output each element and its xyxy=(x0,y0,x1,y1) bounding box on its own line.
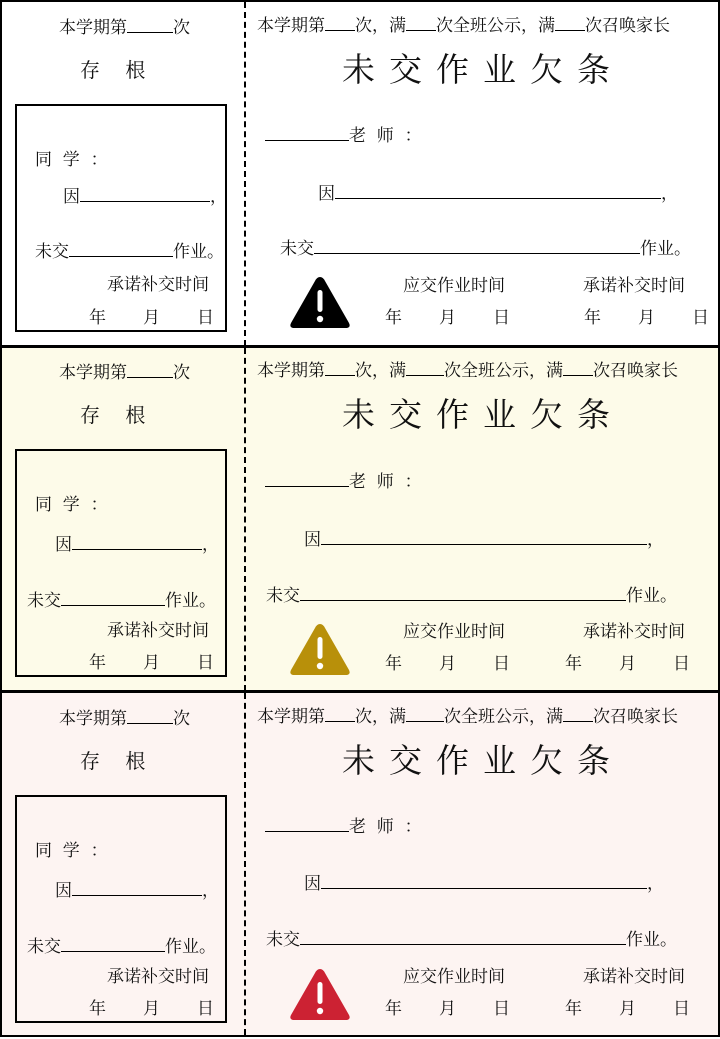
warning-triangle-icon xyxy=(289,274,351,330)
main-header-rule: 本学期第 次，满 次全班公示，满 次召唤家长 xyxy=(257,16,670,36)
stub-promise-label: 承诺补交时间 xyxy=(107,967,209,987)
main-promise-label: 承诺补交时间 xyxy=(583,622,685,642)
main-due-label: 应交作业时间 xyxy=(403,276,505,296)
stub-count-line: 本学期第 次 xyxy=(59,18,190,38)
main-missing-line: 未交 作业。 xyxy=(266,930,677,950)
iou-slip-2 xyxy=(0,345,720,691)
stub-count-line: 本学期第 次 xyxy=(59,709,190,729)
iou-slip-3 xyxy=(0,690,720,1037)
main-reason-line: 因 ， xyxy=(304,530,664,550)
cut-line xyxy=(244,693,246,1035)
warning-triangle-icon xyxy=(289,966,351,1022)
main-teacher-line: 老 师 ： xyxy=(265,124,422,146)
main-header-rule: 本学期第 次，满 次全班公示，满 次召唤家长 xyxy=(257,361,678,381)
stub-box xyxy=(15,449,227,677)
stub-promise-label: 承诺补交时间 xyxy=(107,621,209,641)
main-due-date: 年 月 日 xyxy=(385,654,510,674)
stub-reason-line: 因 ， xyxy=(63,187,227,207)
main-promise-label: 承诺补交时间 xyxy=(583,967,685,987)
stub-title: 存 根 xyxy=(80,58,146,82)
main-missing-line: 未交 作业。 xyxy=(266,586,677,606)
main-promise-label: 承诺补交时间 xyxy=(583,276,685,296)
stub-box xyxy=(15,795,227,1023)
main-promise-date: 年 月 日 xyxy=(584,308,709,328)
main-header-rule: 本学期第 次，满 次全班公示，满 次召唤家长 xyxy=(257,707,678,727)
stub-date: 年 月 日 xyxy=(89,999,214,1019)
stub-box xyxy=(15,104,227,332)
main-title: 未交作业欠条 xyxy=(342,50,624,89)
stub-date: 年 月 日 xyxy=(89,308,214,328)
stub-reason-line: 因 ， xyxy=(55,881,219,901)
main-title: 未交作业欠条 xyxy=(342,741,624,780)
main-title: 未交作业欠条 xyxy=(342,395,624,434)
main-due-date: 年 月 日 xyxy=(385,999,510,1019)
main-due-label: 应交作业时间 xyxy=(403,622,505,642)
stub-promise-label: 承诺补交时间 xyxy=(107,275,209,295)
stub-missing-line: 未交 作业。 xyxy=(27,937,216,957)
stub-student-label: 同 学 ： xyxy=(35,841,108,861)
stub-student-label: 同 学 ： xyxy=(35,150,108,170)
main-promise-date: 年 月 日 xyxy=(565,999,690,1019)
stub-count-line: 本学期第 次 xyxy=(59,363,190,383)
stub-missing-line: 未交 作业。 xyxy=(35,242,224,262)
cut-line xyxy=(244,348,246,691)
stub-reason-line: 因 ， xyxy=(55,535,219,555)
stub-student-label: 同 学 ： xyxy=(35,495,108,515)
main-teacher-line: 老 师 ： xyxy=(265,470,422,492)
warning-triangle-icon xyxy=(289,621,351,677)
stub-title: 存 根 xyxy=(80,749,146,773)
main-reason-line: 因 ， xyxy=(318,184,678,204)
main-due-label: 应交作业时间 xyxy=(403,967,505,987)
main-due-date: 年 月 日 xyxy=(385,308,510,328)
cut-line xyxy=(244,2,246,346)
main-missing-line: 未交 作业。 xyxy=(280,239,691,259)
main-reason-line: 因 ， xyxy=(304,874,664,894)
main-teacher-line: 老 师 ： xyxy=(265,815,422,837)
stub-date: 年 月 日 xyxy=(89,653,214,673)
main-promise-date: 年 月 日 xyxy=(565,654,690,674)
iou-slip-1 xyxy=(0,0,720,346)
stub-title: 存 根 xyxy=(80,403,146,427)
stub-missing-line: 未交 作业。 xyxy=(27,591,216,611)
